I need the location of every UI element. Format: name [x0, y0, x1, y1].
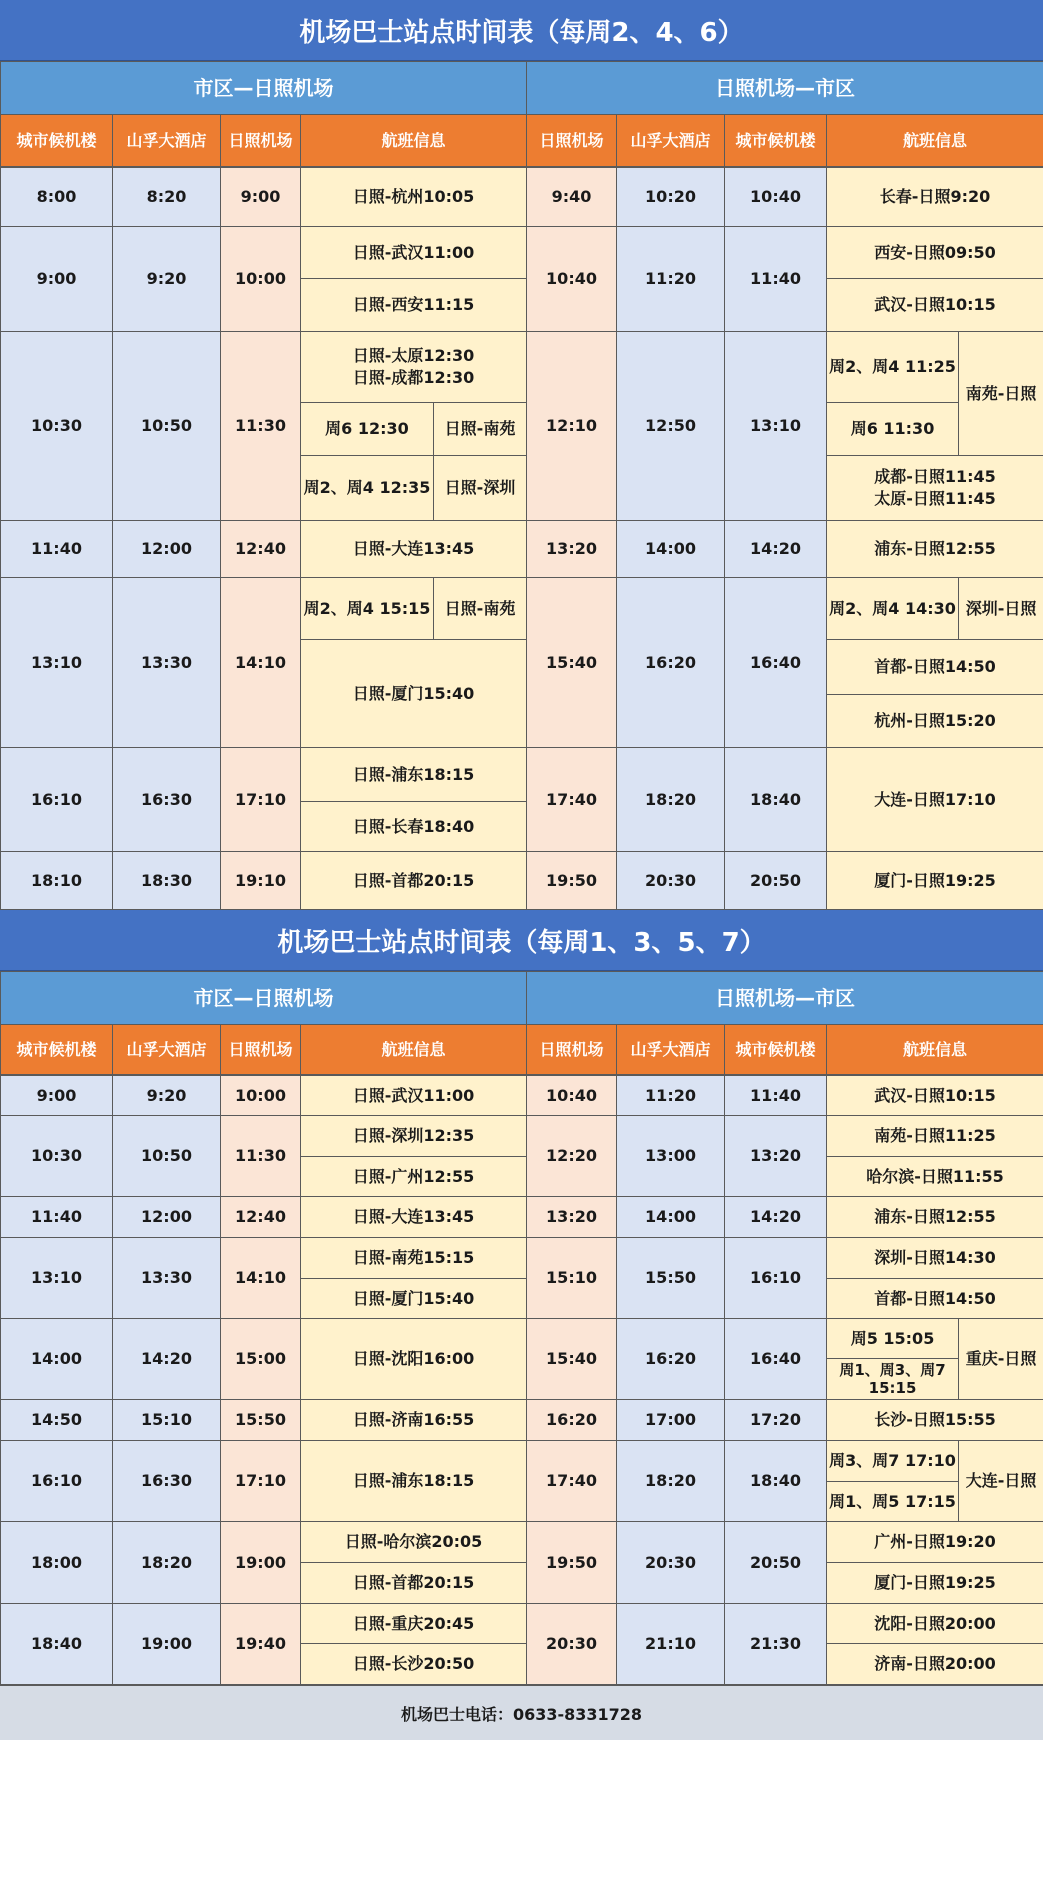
flight-info: 厦门-日照19:25 [827, 1563, 1043, 1604]
flight-info: 日照-浦东18:15 [301, 1441, 527, 1522]
flight-info: 长春-日照9:20 [827, 168, 1043, 227]
column-header: 日照机场 [221, 115, 301, 167]
flight-info: 日照-大连13:45 [301, 521, 527, 578]
departure-time: 8:20 [113, 168, 221, 227]
column-header: 城市候机楼 [1, 1025, 113, 1075]
flight-info: 日照-厦门15:40 [301, 1279, 527, 1319]
arrival-time: 19:10 [221, 852, 301, 910]
column-header: 日照机场 [221, 1025, 301, 1075]
flight-info: 厦门-日照19:25 [827, 852, 1043, 910]
flight-route: 日照-深圳 [434, 456, 527, 521]
column-header: 日照机场 [527, 1025, 617, 1075]
arrival-time: 10:40 [725, 168, 827, 227]
timetable-2 [0, 971, 1043, 1075]
departure-time: 14:00 [1, 1319, 113, 1400]
arrival-time: 10:20 [617, 168, 725, 227]
flight-info: 日照-哈尔滨20:05 [301, 1522, 527, 1563]
arrival-time: 16:10 [725, 1238, 827, 1319]
arrival-time: 12:50 [617, 332, 725, 521]
flight-day [827, 1359, 959, 1400]
arrival-time: 14:10 [221, 1238, 301, 1319]
flight-day: 周5 15:05 [827, 1319, 959, 1359]
flight-info: 日照-浦东18:15 [301, 748, 527, 802]
timetable-1 [0, 61, 1043, 167]
flight-info: 日照-首都20:15 [301, 1563, 527, 1604]
flight-info [827, 456, 1043, 521]
flight-info: 日照-杭州10:05 [301, 168, 527, 227]
flight-route: 深圳-日照 [959, 578, 1043, 640]
arrival-time: 11:30 [221, 332, 301, 521]
departure-time: 16:30 [113, 748, 221, 852]
flight-info: 长沙-日照15:55 [827, 1400, 1043, 1441]
flight-line: 15:15 [868, 1379, 917, 1397]
flight-route: 重庆-日照 [959, 1319, 1043, 1400]
departure-time: 12:20 [527, 1116, 617, 1197]
direction-row [1, 972, 1043, 1025]
arrival-time: 14:00 [617, 521, 725, 578]
direction-city-to-airport: 市区—日照机场 [1, 62, 527, 115]
flight-info: 大连-日照17:10 [827, 748, 1043, 852]
flight-day: 周2、周4 11:25 [827, 332, 959, 403]
timetable-title-1: 机场巴士站点时间表（每周2、4、6） [0, 0, 1043, 61]
departure-time: 16:30 [113, 1441, 221, 1522]
flight-line: 成都-日照11:45 [874, 467, 996, 487]
arrival-time: 14:00 [617, 1197, 725, 1238]
departure-time: 20:30 [527, 1604, 617, 1685]
flight-info: 日照-南苑15:15 [301, 1238, 527, 1279]
flight-route: 南苑-日照 [959, 332, 1043, 456]
arrival-time: 16:40 [725, 1319, 827, 1400]
departure-time: 10:50 [113, 1116, 221, 1197]
table-row [1, 1441, 1043, 1482]
departure-time: 18:40 [1, 1604, 113, 1685]
departure-time: 14:50 [1, 1400, 113, 1441]
arrival-time: 14:10 [221, 578, 301, 748]
departure-time: 13:20 [527, 1197, 617, 1238]
flight-info: 哈尔滨-日照11:55 [827, 1157, 1043, 1197]
flight-info: 日照-深圳12:35 [301, 1116, 527, 1157]
departure-time: 10:30 [1, 332, 113, 521]
departure-time: 10:30 [1, 1116, 113, 1197]
column-header: 航班信息 [301, 115, 527, 167]
flight-info: 日照-长春18:40 [301, 802, 527, 852]
arrival-time: 21:10 [617, 1604, 725, 1685]
flight-info: 日照-武汉11:00 [301, 1076, 527, 1116]
flight-info: 西安-日照09:50 [827, 227, 1043, 279]
arrival-time: 18:20 [617, 1441, 725, 1522]
departure-time: 18:10 [1, 852, 113, 910]
flight-info: 日照-广州12:55 [301, 1157, 527, 1197]
table-row [1, 1400, 1043, 1441]
flight-info: 浦东-日照12:55 [827, 521, 1043, 578]
column-header: 城市候机楼 [725, 1025, 827, 1075]
departure-time: 10:40 [527, 227, 617, 332]
table-row [1, 227, 1043, 279]
flight-day: 周3、周7 17:10 [827, 1441, 959, 1482]
arrival-time: 21:30 [725, 1604, 827, 1685]
bus-phone-footer: 机场巴士电话：0633-8331728 [0, 1685, 1043, 1740]
arrival-time: 11:30 [221, 1116, 301, 1197]
departure-time: 15:40 [527, 1319, 617, 1400]
column-header: 山孚大酒店 [113, 1025, 221, 1075]
flight-day: 周1、周5 17:15 [827, 1482, 959, 1522]
arrival-time: 11:20 [617, 227, 725, 332]
table-row [1, 521, 1043, 578]
table-row [1, 1522, 1043, 1563]
arrival-time: 20:50 [725, 1522, 827, 1604]
departure-time: 18:00 [1, 1522, 113, 1604]
departure-time: 14:20 [113, 1319, 221, 1400]
arrival-time: 13:20 [725, 1116, 827, 1197]
flight-info: 浦东-日照12:55 [827, 1197, 1043, 1238]
arrival-time: 13:00 [617, 1116, 725, 1197]
departure-time: 18:20 [113, 1522, 221, 1604]
timetable-2-body [0, 1075, 1043, 1685]
flight-info: 日照-长沙20:50 [301, 1644, 527, 1685]
arrival-time: 11:40 [725, 1076, 827, 1116]
column-header: 城市候机楼 [1, 115, 113, 167]
flight-info: 武汉-日照10:15 [827, 279, 1043, 332]
flight-day: 周2、周4 12:35 [301, 456, 434, 521]
direction-row [1, 62, 1043, 115]
timetable-title-2: 机场巴士站点时间表（每周1、3、5、7） [0, 910, 1043, 971]
column-header: 山孚大酒店 [113, 115, 221, 167]
arrival-time: 17:00 [617, 1400, 725, 1441]
flight-info: 首都-日照14:50 [827, 640, 1043, 695]
departure-time: 12:00 [113, 1197, 221, 1238]
flight-info: 日照-首都20:15 [301, 852, 527, 910]
arrival-time: 14:20 [725, 521, 827, 578]
arrival-time: 20:50 [725, 852, 827, 910]
table-row [1, 578, 1043, 640]
departure-time: 12:10 [527, 332, 617, 521]
departure-time: 13:10 [1, 578, 113, 748]
departure-time: 8:00 [1, 168, 113, 227]
table-row [1, 1197, 1043, 1238]
column-header: 城市候机楼 [725, 115, 827, 167]
column-header: 航班信息 [301, 1025, 527, 1075]
table-row [1, 1604, 1043, 1644]
departure-time: 16:10 [1, 1441, 113, 1522]
departure-time: 10:50 [113, 332, 221, 521]
arrival-time: 10:00 [221, 1076, 301, 1116]
flight-info: 广州-日照19:20 [827, 1522, 1043, 1563]
departure-time: 19:50 [527, 852, 617, 910]
table-row [1, 1319, 1043, 1359]
flight-info: 沈阳-日照20:00 [827, 1604, 1043, 1644]
arrival-time: 16:40 [725, 578, 827, 748]
departure-time: 15:10 [113, 1400, 221, 1441]
departure-time: 13:20 [527, 521, 617, 578]
arrival-time: 17:10 [221, 748, 301, 852]
arrival-time: 20:30 [617, 1522, 725, 1604]
departure-time: 16:20 [527, 1400, 617, 1441]
flight-info: 深圳-日照14:30 [827, 1238, 1043, 1279]
flight-day: 周6 12:30 [301, 403, 434, 456]
departure-time: 13:30 [113, 1238, 221, 1319]
flight-line: 周1、周3、周7 [839, 1361, 946, 1379]
flight-info: 南苑-日照11:25 [827, 1116, 1043, 1157]
flight-line: 日照-太原12:30 [352, 346, 475, 366]
flight-info: 日照-武汉11:00 [301, 227, 527, 279]
column-header-row [1, 115, 1043, 167]
flight-info: 日照-重庆20:45 [301, 1604, 527, 1644]
arrival-time: 19:40 [221, 1604, 301, 1685]
arrival-time: 13:10 [725, 332, 827, 521]
column-header-row [1, 1025, 1043, 1075]
departure-time: 9:00 [1, 1076, 113, 1116]
arrival-time: 12:40 [221, 1197, 301, 1238]
arrival-time: 15:50 [617, 1238, 725, 1319]
arrival-time: 18:40 [725, 748, 827, 852]
departure-time: 13:30 [113, 578, 221, 748]
departure-time: 19:50 [527, 1522, 617, 1604]
arrival-time: 12:40 [221, 521, 301, 578]
departure-time: 17:40 [527, 1441, 617, 1522]
departure-time: 15:40 [527, 578, 617, 748]
column-header: 山孚大酒店 [617, 115, 725, 167]
departure-time: 13:10 [1, 1238, 113, 1319]
flight-line: 太原-日照11:45 [874, 489, 996, 508]
arrival-time: 11:20 [617, 1076, 725, 1116]
departure-time: 11:40 [1, 1197, 113, 1238]
arrival-time: 15:00 [221, 1319, 301, 1400]
flight-info: 日照-沈阳16:00 [301, 1319, 527, 1400]
table-row [1, 852, 1043, 910]
arrival-time: 11:40 [725, 227, 827, 332]
flight-route: 日照-南苑 [434, 578, 527, 640]
departure-time: 9:20 [113, 1076, 221, 1116]
arrival-time: 18:40 [725, 1441, 827, 1522]
arrival-time: 15:50 [221, 1400, 301, 1441]
table-row [1, 748, 1043, 802]
flight-info: 杭州-日照15:20 [827, 695, 1043, 748]
flight-day: 周2、周4 14:30 [827, 578, 959, 640]
arrival-time: 9:00 [221, 168, 301, 227]
arrival-time: 19:00 [221, 1522, 301, 1604]
departure-time: 18:30 [113, 852, 221, 910]
arrival-time: 20:30 [617, 852, 725, 910]
flight-route: 日照-南苑 [434, 403, 527, 456]
departure-time: 9:00 [1, 227, 113, 332]
departure-time: 10:40 [527, 1076, 617, 1116]
column-header: 航班信息 [827, 115, 1043, 167]
departure-time: 19:00 [113, 1604, 221, 1685]
table-row [1, 168, 1043, 227]
column-header: 山孚大酒店 [617, 1025, 725, 1075]
flight-info: 日照-大连13:45 [301, 1197, 527, 1238]
arrival-time: 17:10 [221, 1441, 301, 1522]
flight-info [301, 332, 527, 403]
arrival-time: 17:20 [725, 1400, 827, 1441]
table-row [1, 1238, 1043, 1279]
table-row [1, 1076, 1043, 1116]
flight-route: 大连-日照 [959, 1441, 1043, 1522]
arrival-time: 14:20 [725, 1197, 827, 1238]
flight-info: 日照-西安11:15 [301, 279, 527, 332]
flight-info: 济南-日照20:00 [827, 1644, 1043, 1685]
arrival-time: 18:20 [617, 748, 725, 852]
departure-time: 9:20 [113, 227, 221, 332]
arrival-time: 16:20 [617, 578, 725, 748]
table-row [1, 332, 1043, 403]
flight-line: 日照-成都12:30 [352, 368, 475, 387]
column-header: 日照机场 [527, 115, 617, 167]
direction-city-to-airport: 市区—日照机场 [1, 972, 527, 1025]
arrival-time: 10:00 [221, 227, 301, 332]
flight-info: 日照-济南16:55 [301, 1400, 527, 1441]
arrival-time: 16:20 [617, 1319, 725, 1400]
timetable-1-body [0, 167, 1043, 910]
flight-info: 武汉-日照10:15 [827, 1076, 1043, 1116]
departure-time: 15:10 [527, 1238, 617, 1319]
departure-time: 12:00 [113, 521, 221, 578]
departure-time: 11:40 [1, 521, 113, 578]
flight-info: 首都-日照14:50 [827, 1279, 1043, 1319]
departure-time: 17:40 [527, 748, 617, 852]
direction-airport-to-city: 日照机场—市区 [527, 972, 1043, 1025]
flight-info: 日照-厦门15:40 [301, 640, 527, 748]
direction-airport-to-city: 日照机场—市区 [527, 62, 1043, 115]
column-header: 航班信息 [827, 1025, 1043, 1075]
departure-time: 16:10 [1, 748, 113, 852]
flight-day: 周2、周4 15:15 [301, 578, 434, 640]
table-row [1, 1116, 1043, 1157]
departure-time: 9:40 [527, 168, 617, 227]
flight-day: 周6 11:30 [827, 403, 959, 456]
